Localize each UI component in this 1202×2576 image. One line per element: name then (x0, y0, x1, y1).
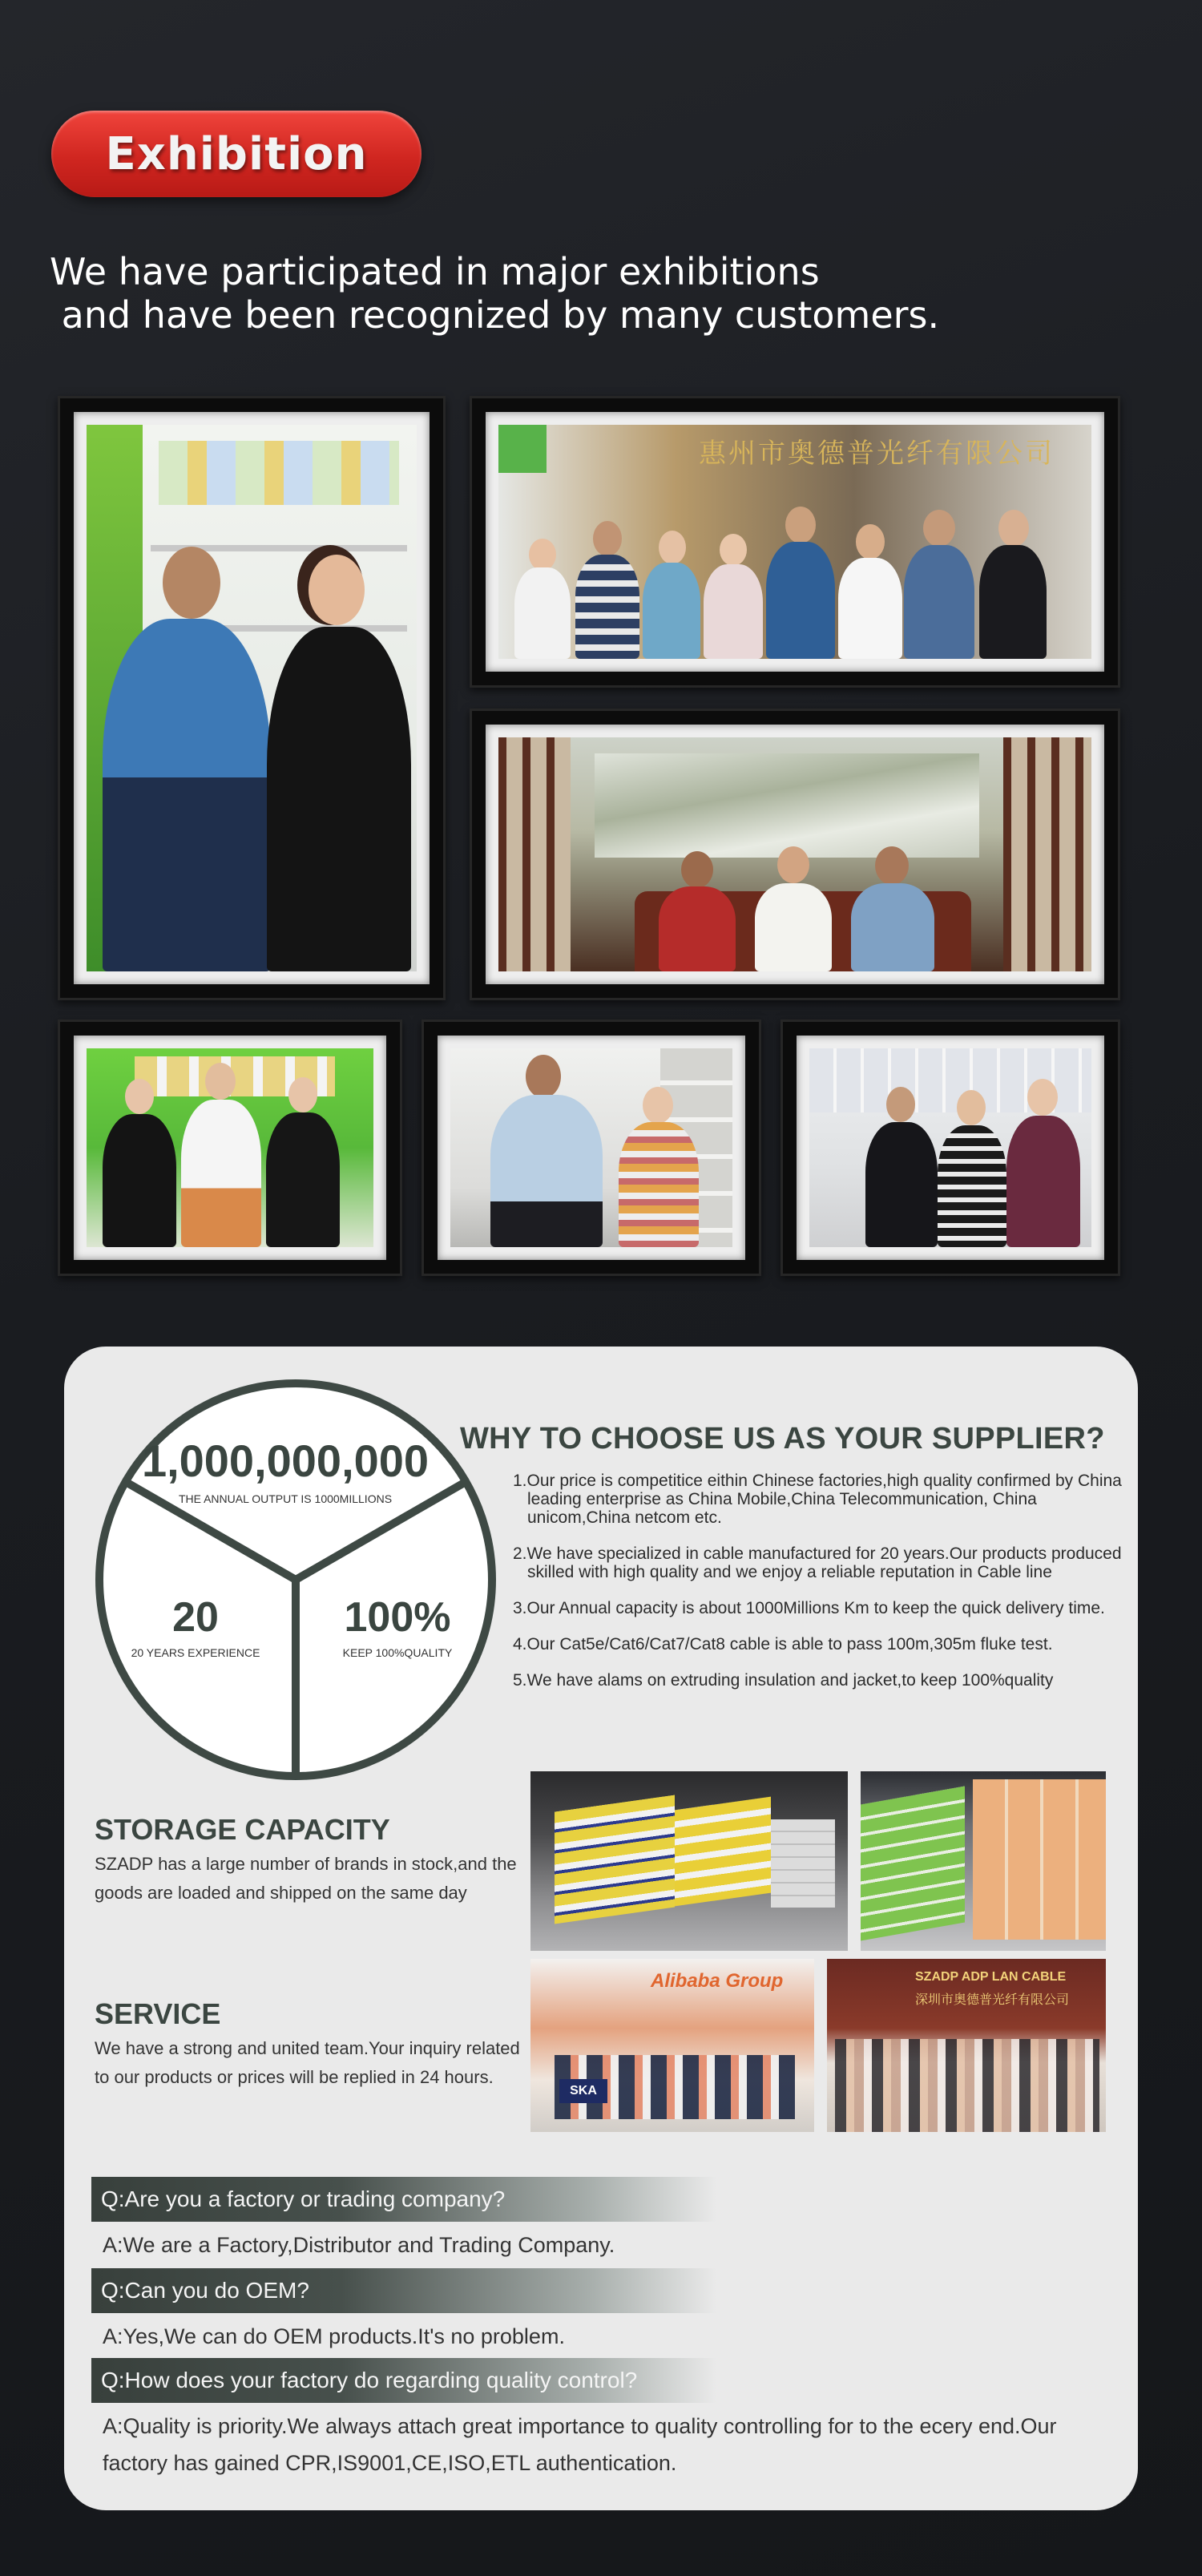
exhibition-photo-5 (422, 1019, 761, 1276)
adp-sign-sub: 深圳市奥德普光纤有限公司 (915, 1992, 1070, 2007)
ska-banner: SKA (559, 2079, 607, 2103)
why-item-1: 1.Our price is competitice eithin Chinese factories,high quality confirmed by China leading enterprise as China Mobile,China Telecommunication, China unicom,China netcom etc. (513, 1472, 1122, 1527)
storage-text: SZADP has a large number of brands in stock,and the goods are loaded and shipped on the same day (95, 1854, 517, 1903)
annual-output-caption: THE ANNUAL OUTPUT IS 1000MILLIONS (178, 1492, 393, 1505)
why-item-3: 3.Our Annual capacity is about 1000Millions Km to keep the quick delivery time. (513, 1599, 1105, 1617)
annual-output-value: 1,000,000,000 (141, 1435, 430, 1486)
storage-title: STORAGE CAPACITY (95, 1813, 390, 1846)
warehouse-photo-2 (861, 1771, 1106, 1951)
team-photo-2 (827, 1959, 1106, 2132)
service-title: SERVICE (95, 1997, 221, 2030)
years-caption: 20 YEARS EXPERIENCE (131, 1646, 260, 1659)
why-item-5: 5.We have alams on extruding insulation and jacket,to keep 100%quality (513, 1671, 1054, 1690)
exhibition-photo-1 (58, 396, 446, 1000)
exhibition-photo-3 (470, 709, 1120, 1000)
why-choose-list (513, 1472, 1122, 1707)
exhibition-photo-4 (58, 1019, 402, 1276)
service-text: We have a strong and united team.Your inquiry related to our products or prices will be replied in 24 hours. (95, 2038, 520, 2087)
exhibition-badge (51, 111, 422, 197)
exhibition-photo-2 (470, 396, 1120, 688)
why-item-4: 4.Our Cat5e/Cat6/Cat7/Cat8 cable is able to pass 100m,305m fluke test. (513, 1635, 1053, 1653)
years-value: 20 (172, 1594, 219, 1641)
faq-answer-2: A:Yes,We can do OEM products.It's no problem. (103, 2324, 565, 2348)
faq-answer-1: A:We are a Factory,Distributor and Trading Company. (103, 2233, 615, 2257)
exhibition-photo-6 (780, 1019, 1120, 1276)
faq-question-1: Q:Are you a factory or trading company? (91, 2177, 716, 2222)
quality-value: 100% (344, 1594, 451, 1641)
company-sign: 惠州市奥德普光纤有限公司 (699, 438, 1055, 470)
intro-line-2: and have been recognized by many customers. (50, 293, 940, 337)
faq-question-3: Q:How does your factory do regarding quality control? (91, 2358, 716, 2403)
intro-line-1: We have participated in major exhibitions (50, 250, 820, 293)
faq-answer-3: A:Quality is priority.We always attach great importance to quality controlling for to the ecery end.Our factory has gained CPR,IS9001,CE,ISO,ETL authentication. (103, 2414, 1057, 2475)
exhibition-intro (50, 250, 1011, 337)
adp-sign: SZADP ADP LAN CABLE (915, 1970, 1067, 1984)
why-item-2: 2.We have specialized in cable manufactured for 20 years.Our products produced skilled with high quality and we enjoy a reliable reputation in Cable line (513, 1544, 1122, 1581)
quality-caption: KEEP 100%QUALITY (342, 1646, 453, 1659)
faq-question-2: Q:Can you do OEM? (91, 2268, 716, 2313)
alibaba-sign: Alibaba Group (651, 1970, 784, 1992)
why-choose-title: WHY TO CHOOSE US AS YOUR SUPPLIER? (460, 1422, 1105, 1456)
exhibition-badge-label: Exhibition (105, 127, 368, 180)
warehouse-photo-1 (530, 1771, 848, 1951)
team-photo-1 (530, 1959, 814, 2132)
